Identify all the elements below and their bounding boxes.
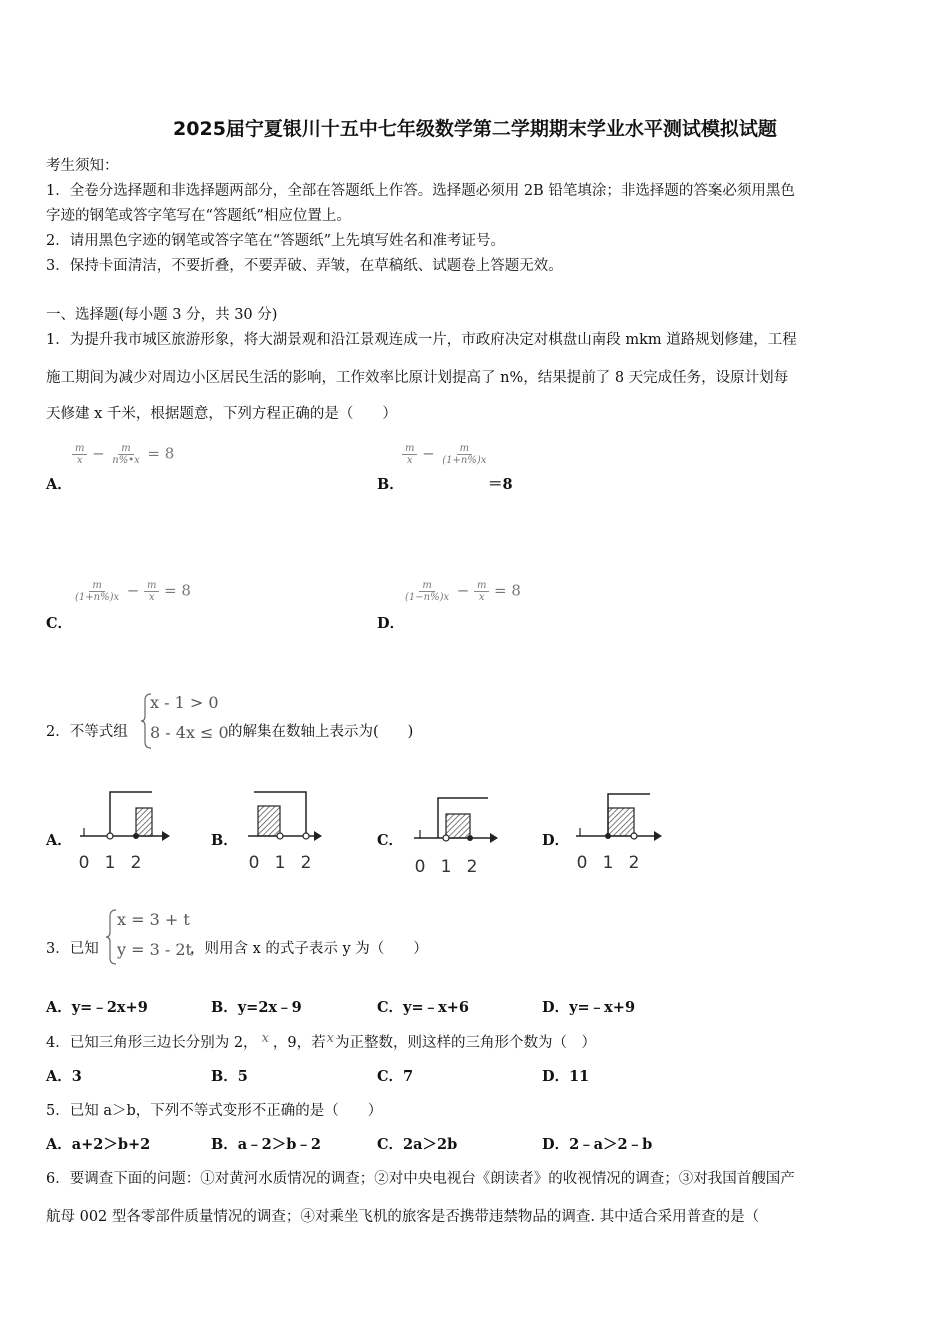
q2-d-tick-0: 0	[576, 853, 588, 873]
q6-line-2: 航母 002 型各零部件质量情况的调查；④对乘坐飞机的旅客是否携带违禁物品的调查. 其中适合采用普查的是（	[46, 1209, 760, 1225]
q1-option-b-rhs: ＝8	[488, 476, 513, 493]
q1-option-b-label[interactable]: B．	[377, 476, 404, 493]
q2-d-tick-2: 2	[628, 853, 640, 873]
q3-option-c[interactable]: C．y=﹣x+6	[377, 999, 469, 1016]
q2-d-tick-1: 1	[602, 853, 614, 873]
q3-option-a[interactable]: A．y=﹣2x+9	[46, 999, 148, 1016]
q1-line-2: 施工期间为减少对周边小区居民生活的影响，工作效率比原计划提高了 n%，结果提前了 8 天完成任务，设原计划每	[46, 370, 789, 386]
q2-option-b-numberline	[244, 786, 324, 876]
notice-item-3: 3．保持卡面清洁，不要折叠，不要弄破、弄皱，在草稿纸、试题卷上答题无效。	[46, 258, 563, 274]
q1-option-d-label[interactable]: D．	[377, 615, 405, 632]
q3-option-b[interactable]: B．y=2x﹣9	[211, 999, 302, 1016]
q1-line-3: 天修建 x 千米，根据题意，下列方程正确的是（ ）	[46, 406, 397, 422]
q2-system-line-1: x - 1 > 0	[150, 693, 219, 712]
q2-option-d-numberline	[572, 786, 668, 876]
q4-part-2: ，9，若	[272, 1035, 326, 1051]
q5-option-d[interactable]: D．2﹣a＞2﹣b	[542, 1136, 653, 1153]
section-heading: 一、选择题(每小题 3 分，共 30 分)	[46, 307, 278, 323]
q2-option-b-label[interactable]: B．	[211, 832, 238, 849]
q1-line-1: 1．为提升我市城区旅游形象，将大湖景观和沿江景观连成一片，市政府决定对棋盘山南段 mkm 道路规划修建，工程	[46, 332, 797, 348]
q2-a-tick-1: 1	[104, 853, 116, 873]
q2-b-tick-1: 1	[274, 853, 286, 873]
q2-suffix: 的解集在数轴上表示为( )	[228, 724, 414, 740]
notice-item-1-line-2: 字迹的钢笔或答字笔写在“答题纸”相应位置上。	[46, 208, 351, 224]
page-title: 2025届宁夏银川十五中七年级数学第二学期期末学业水平测试模拟试题	[173, 118, 777, 140]
notice-heading: 考生须知：	[46, 158, 119, 174]
notice-item-2: 2．请用黑色字迹的钢笔或答字笔在“答题纸”上先填写姓名和准考证号。	[46, 233, 506, 249]
q2-option-a-label[interactable]: A．	[46, 832, 72, 849]
q3-prefix: 3．已知	[46, 941, 99, 957]
q2-system-line-2: 8 - 4x ≤ 0	[150, 723, 229, 742]
q2-option-d-label[interactable]: D．	[542, 832, 570, 849]
q2-option-c-numberline	[408, 792, 502, 882]
q4-variable-x-2: x	[326, 1031, 334, 1046]
q2-b-tick-2: 2	[300, 853, 312, 873]
q4-part-3: 为正整数，则这样的三角形个数为（ ）	[334, 1035, 596, 1051]
q1-option-a-formula: $\frac{m}{x}$ − $\frac{m}{n\%•x}$ = 8	[72, 443, 174, 466]
q4-option-a[interactable]: A．3	[46, 1068, 82, 1085]
q4-option-b[interactable]: B．5	[211, 1068, 248, 1085]
q2-c-tick-1: 1	[440, 857, 452, 877]
q1-option-d-formula: $\frac{m}{(1-n\%)x}$ − $\frac{m}{x}$ = 8	[405, 580, 521, 603]
q2-b-tick-0: 0	[248, 853, 260, 873]
q2-c-tick-0: 0	[414, 857, 426, 877]
q2-a-tick-0: 0	[78, 853, 90, 873]
q4-stem	[46, 1031, 596, 1052]
q3-system-line-1: x = 3 + t	[117, 910, 190, 929]
q4-option-c[interactable]: C．7	[377, 1068, 414, 1085]
q3-option-d[interactable]: D．y=﹣x+9	[542, 999, 636, 1016]
notice-item-1-line-1: 1．全卷分选择题和非选择题两部分，全部在答题纸上作答。选择题必须用 2B 铅笔填涂；非选择题的答案必须用黑色	[46, 183, 795, 199]
q2-a-tick-2: 2	[130, 853, 142, 873]
q4-variable-x-1: x	[261, 1031, 269, 1046]
q1-option-c-formula: $\frac{m}{(1+n\%)x}$ − $\frac{m}{x}$ = 8	[75, 580, 191, 603]
q5-option-a[interactable]: A．a+2＞b+2	[46, 1136, 151, 1153]
q2-option-a-numberline	[74, 786, 174, 876]
q6-line-1: 6．要调查下面的问题：①对黄河水质情况的调查；②对中央电视台《朗读者》的收视情况的调查；③对我国首艘国产	[46, 1171, 795, 1187]
q2-option-c-label[interactable]: C．	[377, 832, 404, 849]
q1-option-b-formula: $\frac{m}{x}$ − $\frac{m}{(1+n\%)x}$	[402, 443, 489, 466]
q2-c-tick-2: 2	[466, 857, 478, 877]
q1-option-c-label[interactable]: C．	[46, 615, 73, 632]
q4-option-d[interactable]: D．11	[542, 1068, 590, 1085]
q3-suffix: ，则用含 x 的式子表示 y 为（ ）	[190, 941, 428, 957]
q1-option-a-label[interactable]: A．	[46, 476, 72, 493]
q5-option-b[interactable]: B．a﹣2＞b﹣2	[211, 1136, 321, 1153]
q3-system-line-2: y = 3 - 2t	[117, 940, 192, 959]
q4-part-1: 4．已知三角形三边长分别为 2，	[46, 1035, 258, 1051]
q5-option-c[interactable]: C．2a＞2b	[377, 1136, 458, 1153]
q2-prefix: 2．不等式组	[46, 724, 128, 740]
q5-stem: 5．已知 a＞b，下列不等式变形不正确的是（ ）	[46, 1103, 383, 1119]
